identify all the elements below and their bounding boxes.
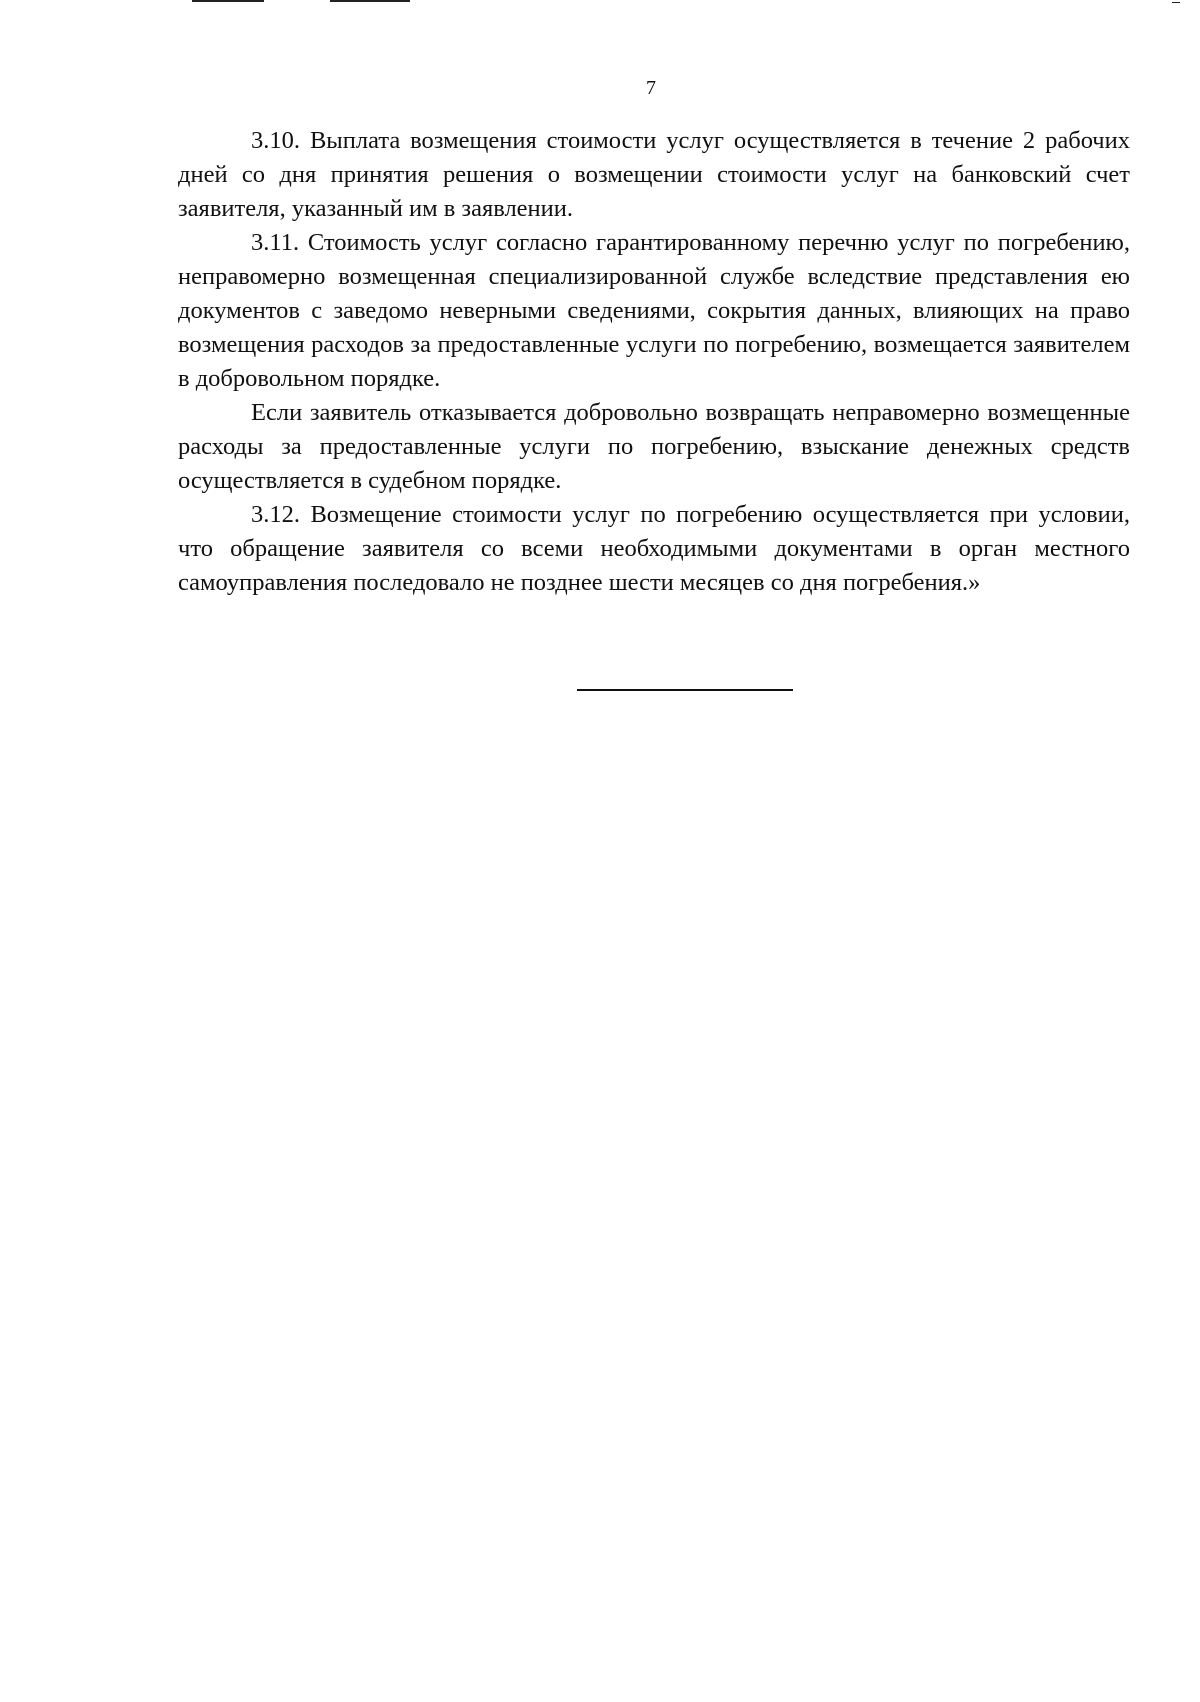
paragraph-3-11: 3.11. Стоимость услуг согласно гарантированному перечню услуг по погребению, неправомерно возмещенная специализированной службе вследствие представления ею документов с заведомо неверными сведениями, сокрытия данных, влияющих на право возмещения расходов за предоставленные услуги по погребению, возмещается заявителем в добровольном порядке. xyxy=(178,229,1130,392)
page-number: 7 xyxy=(646,77,656,99)
end-of-text-rule xyxy=(577,689,793,691)
document-body xyxy=(178,124,1130,600)
scan-artifact-mark xyxy=(1172,2,1180,3)
paragraph-3-11-refusal: Если заявитель отказывается добровольно возвращать неправомерно возмещенные расходы за предоставленные услуги по погребению, взыскание денежных средств осуществляется в судебном порядке. xyxy=(178,399,1130,494)
scan-artifact-mark xyxy=(330,0,410,2)
paragraph-3-10: 3.10. Выплата возмещения стоимости услуг осуществляется в течение 2 рабочих дней со дня принятия решения о возмещении стоимости услуг на банковский счет заявителя, указанный им в заявлении. xyxy=(178,127,1130,222)
scan-artifact-mark xyxy=(192,0,264,2)
paragraph-3-12: 3.12. Возмещение стоимости услуг по погребению осуществляется при условии, что обращение заявителя со всеми необходимыми документами в орган местного самоуправления последовало не позднее шести месяцев со дня погребения.» xyxy=(178,501,1130,596)
